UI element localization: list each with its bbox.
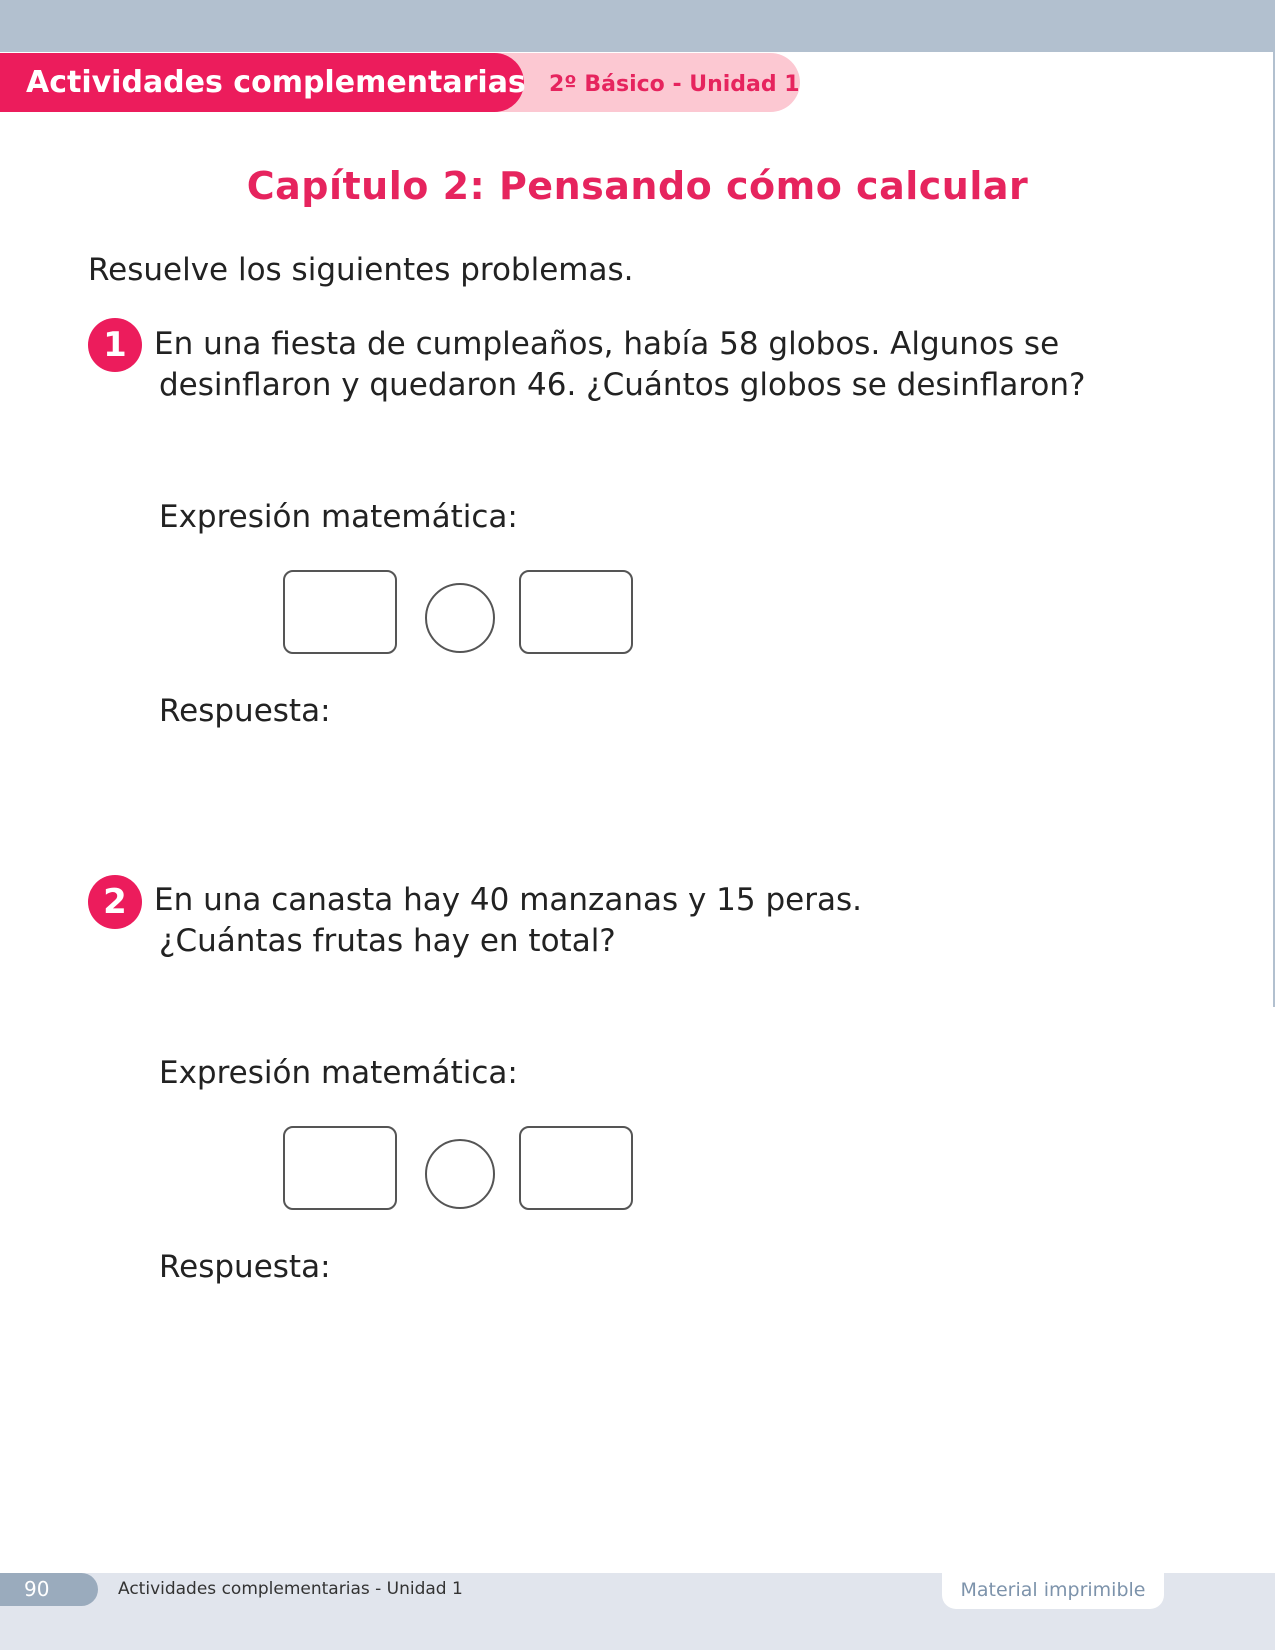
question-1-operator-circle[interactable] [425, 583, 495, 653]
question-2-line-1: En una canasta hay 40 manzanas y 15 peras. [154, 882, 862, 918]
question-1-line-2: desinflaron y quedaron 46. ¿Cuántos globos se desinflaron? [159, 367, 1086, 403]
question-2-number: 2 [88, 875, 142, 929]
question-1-operand-box-left[interactable] [283, 570, 397, 654]
page-number: 90 [0, 1573, 98, 1606]
question-1-number: 1 [88, 318, 142, 372]
printable-material-tab: Material imprimible [942, 1573, 1164, 1609]
question-2-answer-label: Respuesta: [159, 1249, 331, 1285]
question-2-line-2: ¿Cuántas frutas hay en total? [159, 923, 616, 959]
question-1-expression-label: Expresión matemática: [159, 499, 518, 535]
header-subtitle: 2º Básico - Unidad 1 [549, 72, 800, 97]
question-2-expression-label: Expresión matemática: [159, 1055, 518, 1091]
top-band [0, 0, 1275, 52]
footer-text: Actividades complementarias - Unidad 1 [118, 1579, 463, 1599]
header-title: Actividades complementarias [0, 53, 524, 112]
question-2-operator-circle[interactable] [425, 1139, 495, 1209]
instruction-text: Resuelve los siguientes problemas. [88, 252, 634, 288]
question-2-operand-box-left[interactable] [283, 1126, 397, 1210]
question-1-line-1: En una fiesta de cumpleaños, había 58 globos. Algunos se [154, 326, 1060, 362]
question-2-operand-box-right[interactable] [519, 1126, 633, 1210]
chapter-title: Capítulo 2: Pensando cómo calcular [246, 164, 1029, 208]
question-1-answer-label: Respuesta: [159, 693, 331, 729]
question-1-operand-box-right[interactable] [519, 570, 633, 654]
